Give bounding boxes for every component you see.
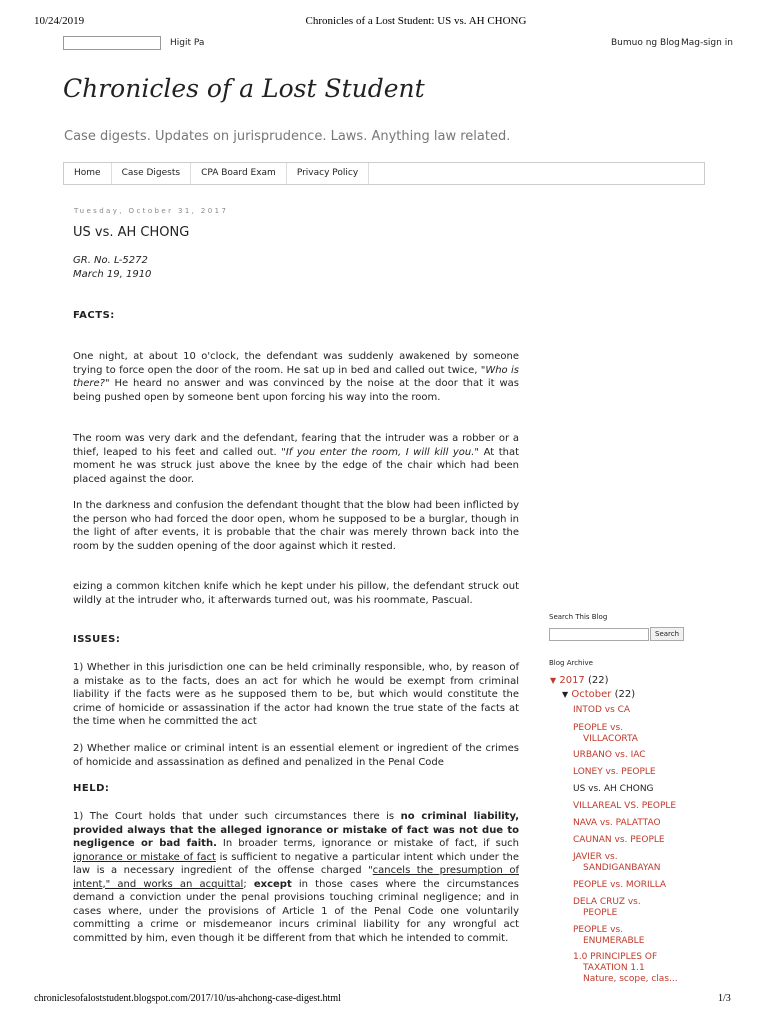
archive-post-link[interactable]: URBANO vs. IAC: [573, 750, 646, 760]
facts-paragraph-2: The room was very dark and the defendant, fearing that the intruder was a robber or a thief, leaped to his feet and called out. "If you enter the room, I will kill you." At that moment he was struck just above the knee by the edge of the chair which had been placed against the door.: [73, 433, 520, 485]
facts-paragraph-3: In the darkness and confusion the defendant thought that the blow had been inflicted by the person who had forced the door open, whom he supposed to be a burglar, though in the light of after events, it is probable that the chair was merely thrown back into the room by the sudden opening of the door against which it rested.: [73, 500, 519, 552]
decision-date: March 19, 1910: [73, 269, 152, 280]
post-date: Tuesday, October 31, 2017: [74, 207, 229, 215]
archive-post-link[interactable]: 1.0 PRINCIPLES OF TAXATION 1.1 Nature, scope, clas...: [573, 952, 678, 984]
issues-heading: ISSUES:: [73, 634, 121, 645]
held-heading: HELD:: [73, 783, 110, 794]
archive-post-link[interactable]: LONEY vs. PEOPLE: [573, 767, 656, 777]
archive-post-link[interactable]: NAVA vs. PALATTAO: [573, 818, 661, 828]
facts-heading: FACTS:: [73, 310, 115, 321]
archive-post-link[interactable]: PEOPLE vs. ENUMERABLE: [573, 925, 645, 946]
archive-month-october[interactable]: ▼ October (22): [562, 689, 636, 700]
search-widget-title: Search This Blog: [549, 613, 608, 621]
tab-home[interactable]: Home: [64, 163, 112, 184]
navbar-search-input[interactable]: [63, 36, 161, 50]
print-title: Chronicles of a Lost Student: US vs. AH CHONG: [305, 15, 527, 27]
archive-widget-title: Blog Archive: [549, 659, 593, 667]
archive-post-link[interactable]: DELA CRUZ vs. PEOPLE: [573, 897, 641, 918]
triangle-down-icon[interactable]: ▼: [562, 690, 569, 699]
gr-number: GR. No. L-5272: [73, 255, 148, 266]
print-footer-url: chroniclesofaloststudent.blogspot.com/2017/10/us-ahchong-case-digest.html: [34, 993, 341, 1004]
archive-post-current: US vs. AH CHONG: [573, 784, 654, 794]
held-paragraph: 1) The Court holds that under such circumstances there is no criminal liability, provided always that the alleged ignorance or mistake of fact was not due to negligence or bad faith. In broader terms, ignorance or mistake of fact, if such ignorance or mistake of fact is sufficient to negative a particular intent which under the law is a necessary ingredient of the offense charged "cancels the presumption of intent," and works an acquittal; except in those cases where the circumstances demand a conviction under the penal provisions touching criminal negligence; and in cases where, under the provisions of Article 1 of the Penal Code one voluntarily committing a crime or misdemeanor incurs criminal liability for any wrongful act committed by him, even though it be different from that which he intended to commit.: [73, 811, 519, 944]
print-date: 10/24/2019: [34, 15, 85, 27]
archive-post-link[interactable]: JAVIER vs. SANDIGANBAYAN: [573, 852, 661, 873]
sign-in-link[interactable]: Mag-sign in: [681, 38, 733, 48]
facts-paragraph-1: One night, at about 10 o'clock, the defendant was suddenly awakened by someone trying to force open the door of the room. He sat up in bed and called out twice, "Who is there?" He heard no answer and was convinced by the noise at the door that it was being pushed open by someone bent upon forcing his way into the room.: [73, 351, 519, 403]
issue-2: 2) Whether malice or criminal intent is an essential element or ingredient of the crimes of homicide and assassination as defined and penalized in the Penal Code: [73, 743, 519, 768]
archive-year-2017[interactable]: ▼ 2017 (22): [550, 675, 609, 686]
archive-post-link[interactable]: CAUNAN vs. PEOPLE: [573, 835, 665, 845]
tab-privacy-policy[interactable]: Privacy Policy: [287, 163, 369, 184]
archive-post-link[interactable]: PEOPLE vs. MORILLA: [573, 880, 667, 890]
tab-cpa-board-exam[interactable]: CPA Board Exam: [191, 163, 287, 184]
post-title[interactable]: US vs. AH CHONG: [73, 225, 190, 240]
navbar-more-button[interactable]: Higit Pa: [170, 38, 205, 48]
blog-title[interactable]: Chronicles of a Lost Student: [63, 74, 425, 103]
tab-case-digests[interactable]: Case Digests: [112, 163, 191, 184]
create-blog-link[interactable]: Bumuo ng Blog: [611, 38, 680, 48]
archive-post-link[interactable]: INTOD vs CA: [573, 705, 631, 715]
archive-post-link[interactable]: PEOPLE vs. VILLACORTA: [573, 723, 638, 744]
blog-search-input[interactable]: [549, 628, 649, 641]
print-page-number: 1/3: [718, 993, 731, 1004]
triangle-down-icon[interactable]: ▼: [550, 676, 557, 685]
blog-description: Case digests. Updates on jurisprudence. Laws. Anything law related.: [64, 129, 511, 144]
archive-post-link[interactable]: VILLAREAL VS. PEOPLE: [573, 801, 677, 811]
blog-search-button[interactable]: Search: [650, 627, 684, 641]
issue-1: 1) Whether in this jurisdiction one can be held criminally responsible, who, by reason of a mistake as to the facts, does an act for which he would be exempt from criminal liability if the facts were as he supposed them to be, but which would constitute the crime of homicide or assassination if the actor had known the true state of the facts at the time when he committed the act: [73, 662, 519, 727]
facts-paragraph-4: eizing a common kitchen knife which he kept under his pillow, the defendant struck out wildly at the intruder who, it afterwards turned out, was his roommate, Pascual.: [73, 581, 519, 606]
page-tabs: [63, 162, 705, 185]
